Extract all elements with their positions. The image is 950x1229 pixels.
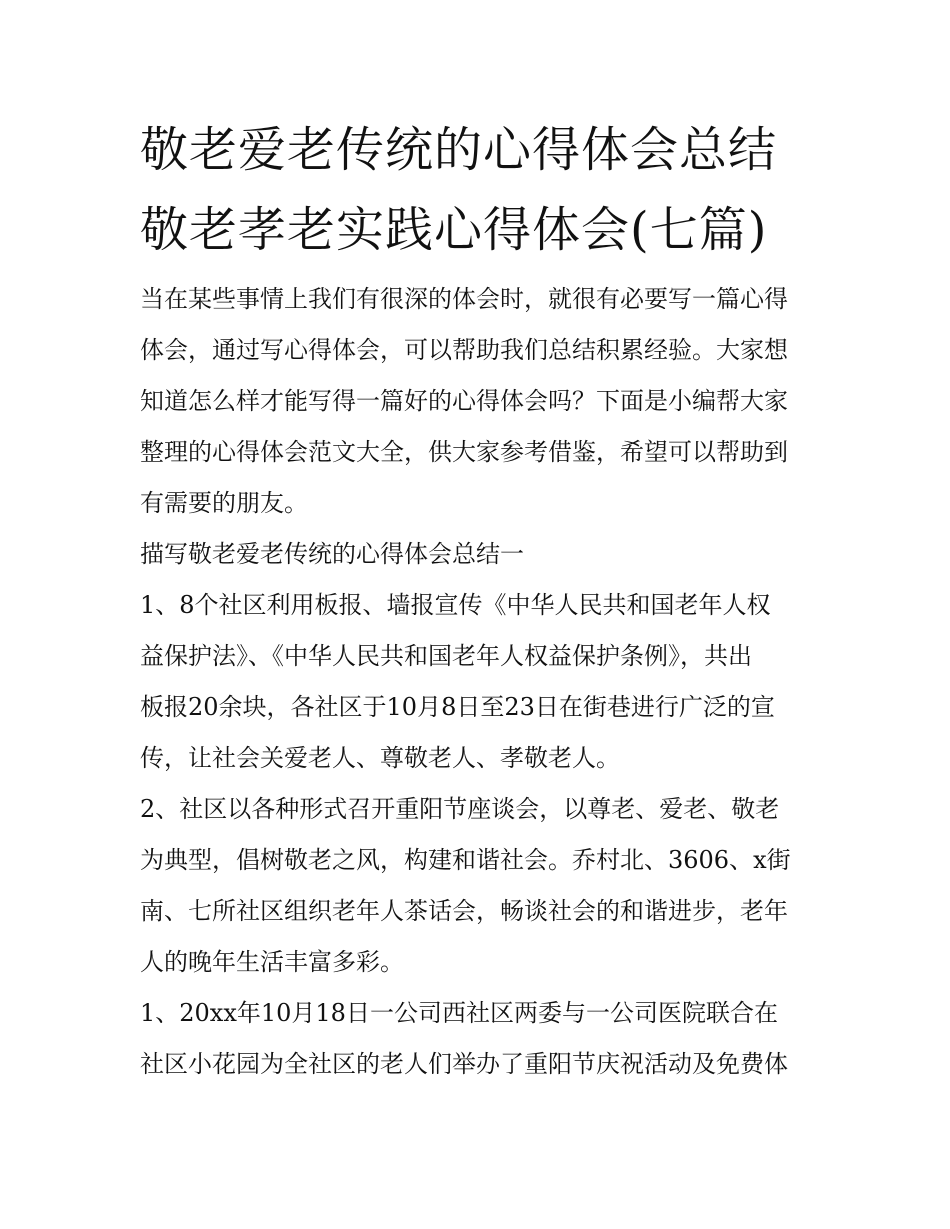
title-line: 敬老爱老传统的心得体会总结: [140, 122, 778, 178]
body-line: 板报20余块，各社区于10月8日至23日在街巷进行广泛的宣: [140, 693, 775, 721]
title-line: 敬老孝老实践心得体会(七篇): [140, 202, 768, 258]
document-body: [140, 274, 830, 1090]
document-title: [140, 110, 830, 270]
section-heading: 描写敬老爱老传统的心得体会总结一: [140, 540, 524, 568]
body-line: 1、8个社区利用板报、墙报宣传《中华人民共和国老年人权: [140, 591, 771, 619]
body-line: 知道怎么样才能写得一篇好的心得体会吗？下面是小编帮大家: [140, 387, 788, 415]
body-line: 益保护法》、《中华人民共和国老年人权益保护条例》，共出: [140, 642, 752, 670]
body-line: 南、七所社区组织老年人茶话会，畅谈社会的和谐进步，老年: [140, 897, 788, 925]
body-line: 传，让社会关爱老人、尊敬老人、孝敬老人。: [140, 744, 620, 772]
body-line: 1、20xx年10月18日一公司西社区两委与一公司医院联合在: [140, 999, 778, 1027]
body-line: 人的晚年生活丰富多彩。: [140, 948, 404, 976]
body-line: 体会，通过写心得体会，可以帮助我们总结积累经验。大家想: [140, 336, 788, 364]
body-line: 有需要的朋友。: [140, 489, 308, 517]
body-line: 社区小花园为全社区的老人们举办了重阳节庆祝活动及免费体: [140, 1050, 788, 1078]
body-line: 当在某些事情上我们有很深的体会时，就很有必要写一篇心得: [140, 285, 788, 313]
body-line: 整理的心得体会范文大全，供大家参考借鉴，希望可以帮助到: [140, 438, 788, 466]
body-line: 2、社区以各种形式召开重阳节座谈会，以尊老、爱老、敬老: [140, 795, 780, 823]
body-line: 为典型，倡树敬老之风，构建和谐社会。乔村北、3606、x街: [140, 846, 791, 874]
